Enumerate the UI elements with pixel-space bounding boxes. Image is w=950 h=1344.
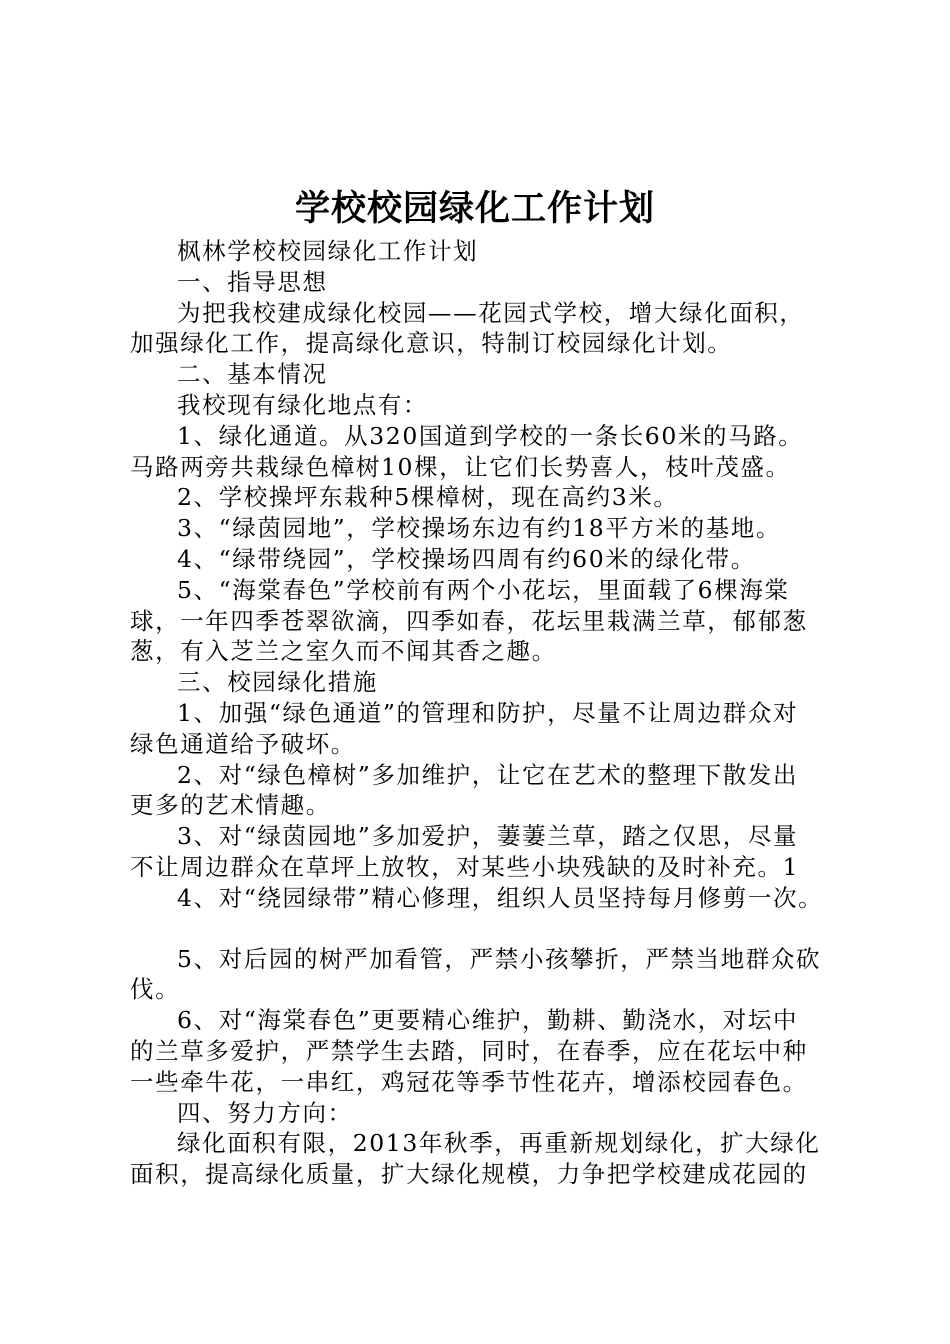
paragraph-measure-3: 3、对“绿茵园地”多加爱护，萋萋兰草，踏之仅思，尽量 不让周边群众在草坪上放牧，对某些小块残缺的及时补充。1	[130, 822, 800, 881]
paragraph-item-camphor-trees: 2、学校操坪东栽种5棵樟树，现在高约3米。	[177, 483, 679, 512]
paragraph-item-green-belt: 4、“绿带绕园”，学校操场四周有约60米的绿化带。	[177, 544, 756, 573]
section-heading-measures: 三、校园绿化措施	[177, 668, 378, 697]
document-title: 学校校园绿化工作计划	[294, 189, 655, 229]
paragraph-measure-6: 6、对“海棠春色”更要精心维护，勤耕、勤浇水，对坛中 的兰草多爱护，严禁学生去踏，同时，在春季，应在花坛中种 一些牵牛花，一串红，鸡冠花等季节性花卉，增添校园春色。	[130, 1006, 808, 1096]
section-heading-basic-situation: 二、基本情况	[177, 360, 328, 389]
paragraph-item-green-channel: 1、绿化通道。从320国道到学校的一条长60米的马路。 马路两旁共栽绿色樟树10棵，让它们长势喜人，枝叶茂盛。	[130, 421, 804, 481]
paragraph-item-green-meadow: 3、“绿茵园地”，学校操场东边有约18平方米的基地。	[177, 514, 781, 543]
paragraph-measure-1: 1、加强“绿色通道”的管理和防护，尽量不让周边群众对 绿色通道给予破坏。	[130, 698, 799, 758]
section-heading-direction: 四、努力方向：	[177, 1098, 353, 1127]
document-body	[130, 236, 850, 1190]
paragraph-measure-4: 4、对“绕园绿带”精心修理，组织人员坚持每月修剪一次。	[177, 883, 824, 912]
paragraph-direction: 绿化面积有限，2013年秋季，再重新规划绿化，扩大绿化 面积，提高绿化质量，扩大绿化规模，力争把学校建成花园的	[130, 1129, 821, 1189]
paragraph-guiding-thought: 为把我校建成绿化校园——花园式学校，增大绿化面积， 加强绿化工作，提高绿化意识，特制订校园绿化计划。	[130, 298, 805, 358]
paragraph-measure-2: 2、对“绿色樟树”多加维护，让它在艺术的整理下散发出 更多的艺术情趣。	[130, 760, 799, 820]
section-heading-guiding-thought: 一、指导思想	[177, 267, 328, 296]
paragraph-school-name: 枫林学校校园绿化工作计划	[177, 237, 479, 265]
paragraph-green-locations-intro: 我校现有绿化地点有：	[177, 390, 428, 419]
paragraph-measure-5: 5、对后园的树严加看管，严禁小孩攀折，严禁当地群众砍 伐。	[130, 944, 822, 1004]
paragraph-item-begonia-spring: 5、“海棠春色”学校前有两个小花坛，里面载了6棵海棠 球，一年四季苍翠欲滴，四季如春，花坛里栽满兰草，郁郁葱 葱，有入芝兰之室久而不闻其香之趣。	[130, 575, 808, 666]
